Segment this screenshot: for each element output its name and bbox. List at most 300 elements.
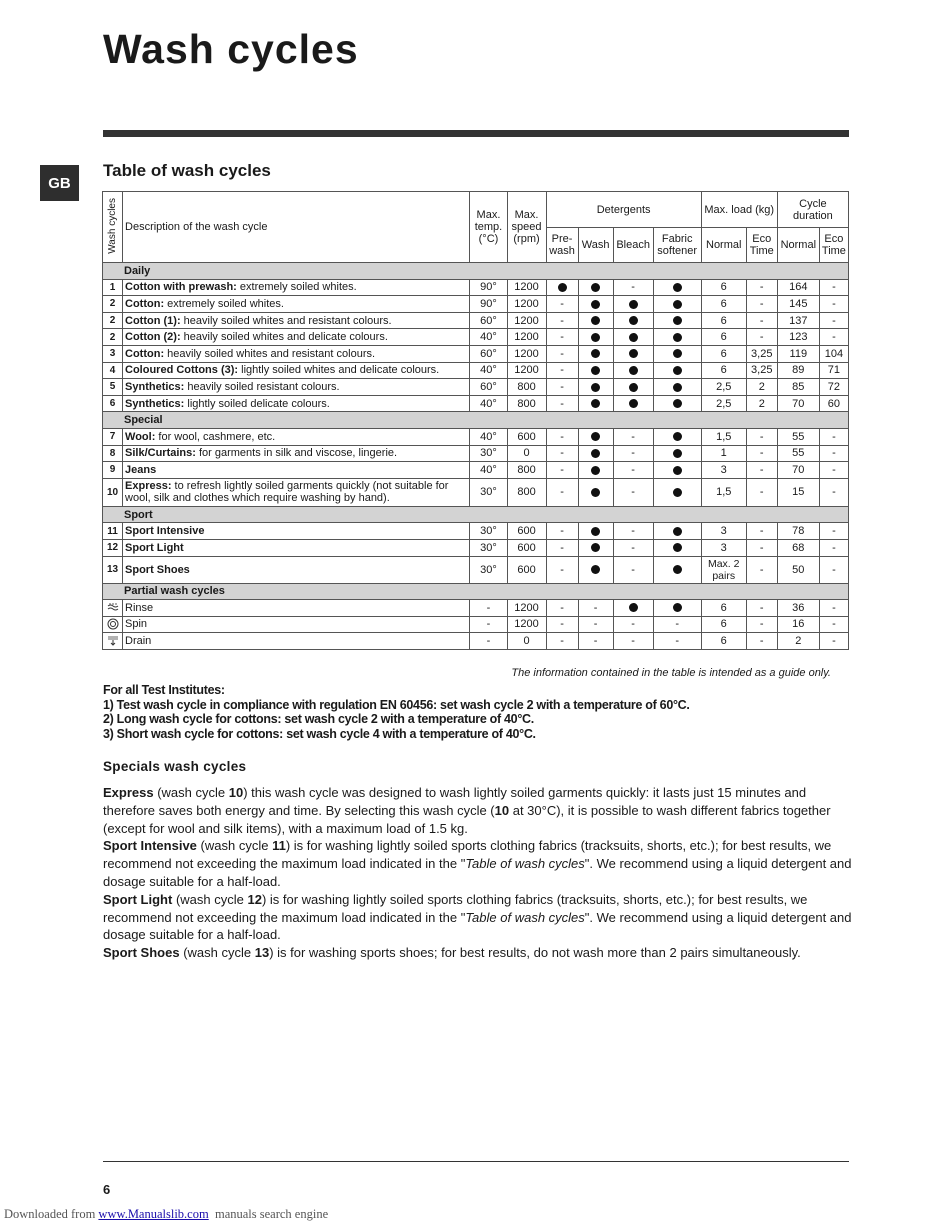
table-row — [103, 556, 849, 583]
cycle-number — [103, 600, 123, 617]
cycle-description — [123, 329, 470, 346]
cell-prewash: - — [546, 379, 578, 396]
dot-indicator — [591, 300, 600, 309]
cell-load-eco: - — [746, 428, 777, 445]
cell-duration-normal: 70 — [777, 395, 819, 412]
cell-load-normal: 6 — [701, 279, 746, 296]
cell-duration-normal: 2 — [777, 633, 819, 650]
cycle-name: Cotton: — [125, 347, 165, 360]
cycle-description — [123, 600, 470, 617]
cycle-number: 2 — [103, 312, 123, 329]
cycle-name: Cotton with prewash: — [125, 281, 237, 294]
cell-max-speed: 0 — [507, 445, 546, 462]
cycle-detail: heavily soiled resistant colours. — [184, 380, 340, 393]
cell-fabric-softener — [653, 600, 701, 617]
cell-prewash: - — [546, 428, 578, 445]
cycle-number: 5 — [103, 379, 123, 396]
cell-bleach — [613, 395, 653, 412]
cell-fabric-softener — [653, 428, 701, 445]
cycle-name: Cotton (2): — [125, 331, 181, 344]
cell-wash — [578, 395, 613, 412]
cell-fabric-softener — [653, 462, 701, 479]
dot-indicator — [673, 449, 682, 458]
cell-duration-normal: 119 — [777, 345, 819, 362]
cell-max-speed: 1200 — [507, 600, 546, 617]
cell-wash — [578, 478, 613, 506]
cell-duration-normal: 145 — [777, 296, 819, 313]
cell-duration-eco: - — [819, 523, 848, 540]
cell-max-temp: 30° — [470, 539, 507, 556]
cell-load-eco: - — [746, 329, 777, 346]
header-bleach: Bleach — [613, 228, 653, 263]
cell-load-normal: 2,5 — [701, 395, 746, 412]
cell-wash — [578, 462, 613, 479]
dot-indicator — [591, 432, 600, 441]
cell-bleach: - — [613, 462, 653, 479]
cell-bleach: - — [613, 633, 653, 650]
cell-load-normal: 1,5 — [701, 428, 746, 445]
cycle-detail: lightly soiled delicate colours. — [184, 397, 330, 410]
cell-duration-normal: 85 — [777, 379, 819, 396]
header-fabric-softener: Fabric softener — [653, 228, 701, 263]
table-row — [103, 462, 849, 479]
cell-max-temp: 30° — [470, 445, 507, 462]
table-row — [103, 428, 849, 445]
cell-max-speed: 1200 — [507, 312, 546, 329]
cycle-number: 1 — [103, 279, 123, 296]
cell-duration-normal: 70 — [777, 462, 819, 479]
header-duration-eco: Eco Time — [819, 228, 848, 263]
table-row — [103, 445, 849, 462]
cell-max-temp: 40° — [470, 428, 507, 445]
cell-max-speed: 800 — [507, 395, 546, 412]
cell-duration-eco: - — [819, 279, 848, 296]
dot-indicator — [591, 466, 600, 475]
cell-max-speed: 600 — [507, 539, 546, 556]
cycle-description — [123, 523, 470, 540]
cell-load-eco: - — [746, 633, 777, 650]
cycle-detail: extremely soiled whites. — [236, 281, 357, 294]
cell-load-normal: 6 — [701, 329, 746, 346]
sport-shoes-paragraph: Sport Shoes (wash cycle 13) is for washing sports shoes; for best results, do not wash more than 2 pairs simultaneously. — [103, 945, 801, 961]
cell-load-eco: - — [746, 539, 777, 556]
dot-indicator — [673, 383, 682, 392]
table-row — [103, 345, 849, 362]
group-label: Partial wash cycles — [103, 583, 849, 600]
dot-indicator — [673, 432, 682, 441]
cycle-number: 4 — [103, 362, 123, 379]
cycle-description — [123, 556, 470, 583]
cycle-name: Express: — [125, 480, 172, 493]
cell-bleach: - — [613, 616, 653, 633]
dot-indicator — [591, 488, 600, 497]
cell-prewash: - — [546, 616, 578, 633]
cell-bleach — [613, 345, 653, 362]
sport-light-paragraph: Sport Light (wash cycle 12) is for washing lightly soiled sports clothing fabrics (tracksuits, shorts, etc.); for best results, we recommend not exceeding the maximum load indicated in the "Table of wash cycles". We recommend using a liquid detergent and dosage suitable for a half-load. — [103, 891, 852, 943]
cell-bleach — [613, 379, 653, 396]
cycle-description — [123, 379, 470, 396]
cycle-number: 10 — [103, 478, 123, 506]
group-row — [103, 263, 849, 280]
cell-fabric-softener — [653, 345, 701, 362]
cell-load-eco: - — [746, 556, 777, 583]
download-credit: Downloaded from www.Manualslib.com manuals search engine — [4, 1207, 329, 1221]
cell-prewash: - — [546, 462, 578, 479]
dot-indicator — [629, 399, 638, 408]
cell-duration-eco: - — [819, 600, 848, 617]
dot-indicator — [629, 349, 638, 358]
cell-fabric-softener — [653, 395, 701, 412]
cell-wash — [578, 329, 613, 346]
table-row — [103, 312, 849, 329]
cycle-detail: heavily soiled whites and resistant colours. — [164, 347, 376, 360]
header-detergents: Detergents — [546, 192, 701, 228]
cell-load-eco: - — [746, 616, 777, 633]
cell-fabric-softener — [653, 556, 701, 583]
cell-load-normal: 6 — [701, 345, 746, 362]
cell-duration-normal: 68 — [777, 539, 819, 556]
cycle-name: Cotton: — [125, 297, 165, 310]
cell-duration-normal: 50 — [777, 556, 819, 583]
dot-indicator — [591, 527, 600, 536]
cell-duration-eco: - — [819, 616, 848, 633]
cell-wash — [578, 556, 613, 583]
cell-duration-normal: 123 — [777, 329, 819, 346]
cell-prewash: - — [546, 523, 578, 540]
cell-fabric-softener — [653, 478, 701, 506]
cell-prewash: - — [546, 556, 578, 583]
cell-max-temp: 60° — [470, 312, 507, 329]
cycle-name: Jeans — [125, 463, 157, 476]
cell-duration-normal: 137 — [777, 312, 819, 329]
table-row — [103, 362, 849, 379]
dot-indicator — [673, 349, 682, 358]
cycle-description — [123, 539, 470, 556]
dot-indicator — [673, 333, 682, 342]
group-row — [103, 412, 849, 429]
cycle-detail: for garments in silk and viscose, lingerie. — [195, 447, 398, 460]
dot-indicator — [591, 399, 600, 408]
cell-max-speed: 1200 — [507, 279, 546, 296]
cell-bleach: - — [613, 556, 653, 583]
cell-load-eco: - — [746, 279, 777, 296]
cell-fabric-softener — [653, 445, 701, 462]
cell-max-speed: 0 — [507, 633, 546, 650]
cell-load-eco: - — [746, 296, 777, 313]
cell-load-normal: 3 — [701, 523, 746, 540]
language-tab: GB — [40, 165, 79, 201]
cell-duration-eco: - — [819, 312, 848, 329]
cycle-number: 13 — [103, 556, 123, 583]
cell-load-eco: 3,25 — [746, 362, 777, 379]
institutes-item-1: 1) Test wash cycle in compliance with regulation EN 60456: set wash cycle 2 with a temperature of 60°C. — [103, 697, 690, 712]
cell-max-speed: 600 — [507, 556, 546, 583]
cell-fabric-softener: - — [653, 633, 701, 650]
group-row — [103, 506, 849, 523]
cell-duration-eco: 60 — [819, 395, 848, 412]
cycle-number: 3 — [103, 345, 123, 362]
express-paragraph: Express (wash cycle 10) this wash cycle was designed to wash lightly soiled garments quickly: it lasts just 15 minutes and therefore saves both energy and time. By selecting this wash cycle (10 at 30°C), it is possible to wash different fabrics together (except for wool and silk items), with a maximum load of 1.5 kg. — [103, 785, 831, 836]
cycle-number: 11 — [103, 523, 123, 540]
dot-indicator — [673, 366, 682, 375]
rinse-icon — [107, 602, 119, 614]
cycle-name: Coloured Cottons (3): — [125, 364, 239, 377]
dot-indicator — [673, 283, 682, 292]
cell-bleach — [613, 362, 653, 379]
cell-load-eco: 3,25 — [746, 345, 777, 362]
cell-fabric-softener — [653, 362, 701, 379]
cell-load-normal: 1,5 — [701, 478, 746, 506]
cell-wash — [578, 296, 613, 313]
cell-bleach: - — [613, 478, 653, 506]
header-max-load: Max. load (kg) — [701, 192, 777, 228]
cell-bleach — [613, 329, 653, 346]
dot-indicator — [673, 565, 682, 574]
cell-load-eco: - — [746, 478, 777, 506]
cell-prewash: - — [546, 539, 578, 556]
cell-load-eco: - — [746, 600, 777, 617]
cell-prewash: - — [546, 329, 578, 346]
cell-prewash: - — [546, 362, 578, 379]
dot-indicator — [591, 543, 600, 552]
cycle-number — [103, 633, 123, 650]
cell-wash — [578, 539, 613, 556]
dot-indicator — [673, 466, 682, 475]
dot-indicator — [591, 349, 600, 358]
cycle-number: 2 — [103, 329, 123, 346]
table-row — [103, 329, 849, 346]
cell-duration-normal: 55 — [777, 428, 819, 445]
header-wash: Wash — [578, 228, 613, 263]
dot-indicator — [673, 488, 682, 497]
cell-load-eco: 2 — [746, 395, 777, 412]
table-body — [103, 263, 849, 650]
cell-max-temp: 40° — [470, 395, 507, 412]
table-row — [103, 478, 849, 506]
dot-indicator — [591, 449, 600, 458]
section-title: Table of wash cycles — [103, 161, 271, 180]
cell-duration-normal: 16 — [777, 616, 819, 633]
cycle-detail: to refresh lightly soiled garments quickly (not suitable for wool, silk and clothes which require washing by hand). — [125, 480, 449, 505]
cell-load-eco: - — [746, 312, 777, 329]
cell-duration-eco: - — [819, 428, 848, 445]
cycle-number — [103, 616, 123, 633]
cell-load-normal: 6 — [701, 296, 746, 313]
dot-indicator — [629, 300, 638, 309]
cycle-description — [123, 633, 470, 650]
cycle-number: 9 — [103, 462, 123, 479]
dot-indicator — [673, 399, 682, 408]
cell-max-speed: 1200 — [507, 345, 546, 362]
cell-max-temp: - — [470, 633, 507, 650]
cell-duration-eco: - — [819, 329, 848, 346]
cell-duration-eco: - — [819, 445, 848, 462]
group-label: Daily — [103, 263, 849, 280]
table-row — [103, 279, 849, 296]
cell-load-normal: 1 — [701, 445, 746, 462]
cell-wash: - — [578, 616, 613, 633]
table-row — [103, 600, 849, 617]
spin-icon — [107, 618, 119, 630]
cell-bleach: - — [613, 279, 653, 296]
cell-wash — [578, 362, 613, 379]
cell-max-speed: 1200 — [507, 329, 546, 346]
title-rule — [103, 130, 849, 137]
table-row — [103, 395, 849, 412]
cycle-detail: Drain — [125, 635, 152, 648]
cycle-detail: Rinse — [125, 601, 154, 614]
cell-fabric-softener: - — [653, 616, 701, 633]
dot-indicator — [673, 603, 682, 612]
specials-text — [103, 784, 853, 962]
cell-duration-eco: 72 — [819, 379, 848, 396]
cycle-detail: Spin — [125, 618, 148, 631]
cell-load-normal: 6 — [701, 362, 746, 379]
manualslib-link[interactable]: www.Manualslib.com — [98, 1207, 209, 1221]
header-load-normal: Normal — [701, 228, 746, 263]
cycle-number: 6 — [103, 395, 123, 412]
cell-fabric-softener — [653, 296, 701, 313]
cycle-description — [123, 462, 470, 479]
cell-duration-eco: - — [819, 539, 848, 556]
cycle-name: Synthetics: — [125, 397, 185, 410]
cell-load-eco: - — [746, 523, 777, 540]
cell-load-normal: 6 — [701, 600, 746, 617]
dot-indicator — [673, 543, 682, 552]
cell-wash: - — [578, 600, 613, 617]
table-row — [103, 379, 849, 396]
table-row — [103, 616, 849, 633]
cell-fabric-softener — [653, 523, 701, 540]
cell-load-normal: 6 — [701, 312, 746, 329]
cell-duration-normal: 164 — [777, 279, 819, 296]
group-row — [103, 583, 849, 600]
header-max-temp: Max. temp. (°C) — [470, 192, 507, 263]
cell-wash — [578, 345, 613, 362]
cell-max-speed: 600 — [507, 523, 546, 540]
cycle-name: Cotton (1): — [125, 314, 181, 327]
cell-prewash: - — [546, 296, 578, 313]
cell-bleach: - — [613, 539, 653, 556]
dot-indicator — [629, 333, 638, 342]
dot-indicator — [673, 316, 682, 325]
cell-duration-eco: - — [819, 478, 848, 506]
header-duration-normal: Normal — [777, 228, 819, 263]
cell-max-temp: 40° — [470, 462, 507, 479]
cell-duration-eco: - — [819, 462, 848, 479]
cell-load-eco: - — [746, 445, 777, 462]
cell-max-temp: 60° — [470, 345, 507, 362]
cell-wash — [578, 523, 613, 540]
cell-fabric-softener — [653, 539, 701, 556]
cycle-name: Sport Light — [125, 541, 184, 554]
dot-indicator — [629, 366, 638, 375]
cell-max-temp: 60° — [470, 379, 507, 396]
cell-prewash — [546, 279, 578, 296]
cycle-description — [123, 279, 470, 296]
cell-max-temp: 40° — [470, 362, 507, 379]
dot-indicator — [591, 316, 600, 325]
cell-fabric-softener — [653, 329, 701, 346]
cell-load-normal: 3 — [701, 462, 746, 479]
cycle-description — [123, 445, 470, 462]
cycle-number: 8 — [103, 445, 123, 462]
table-row — [103, 523, 849, 540]
cell-fabric-softener — [653, 279, 701, 296]
cell-max-temp: 30° — [470, 478, 507, 506]
header-description: Description of the wash cycle — [123, 192, 470, 263]
dot-indicator — [673, 300, 682, 309]
group-label: Sport — [103, 506, 849, 523]
cycle-name: Synthetics: — [125, 380, 185, 393]
cycle-number: 12 — [103, 539, 123, 556]
cell-max-temp: - — [470, 616, 507, 633]
cell-load-normal: 6 — [701, 633, 746, 650]
cell-max-temp: - — [470, 600, 507, 617]
cell-max-speed: 800 — [507, 462, 546, 479]
cycle-description — [123, 312, 470, 329]
cell-max-speed: 1200 — [507, 616, 546, 633]
cycle-description — [123, 362, 470, 379]
cell-max-speed: 800 — [507, 478, 546, 506]
cell-wash — [578, 312, 613, 329]
dot-indicator — [591, 333, 600, 342]
cell-load-normal: 2,5 — [701, 379, 746, 396]
institutes-item-2: 2) Long wash cycle for cottons: set wash cycle 2 with a temperature of 40°C. — [103, 712, 534, 726]
cell-bleach: - — [613, 445, 653, 462]
dot-indicator — [591, 565, 600, 574]
cycle-number: 7 — [103, 428, 123, 445]
cell-max-speed: 800 — [507, 379, 546, 396]
cell-duration-normal: 55 — [777, 445, 819, 462]
cell-max-speed: 1200 — [507, 296, 546, 313]
cycle-description — [123, 616, 470, 633]
cell-bleach — [613, 296, 653, 313]
group-label: Special — [103, 412, 849, 429]
cell-max-speed: 1200 — [507, 362, 546, 379]
cell-max-temp: 30° — [470, 556, 507, 583]
dot-indicator — [591, 383, 600, 392]
cell-bleach — [613, 312, 653, 329]
specials-title: Specials wash cycles — [103, 759, 247, 774]
cycle-name: Sport Intensive — [125, 525, 205, 538]
drain-icon — [107, 635, 119, 647]
cycle-name: Wool: — [125, 430, 156, 443]
cell-bleach: - — [613, 428, 653, 445]
cell-bleach — [613, 600, 653, 617]
table-row — [103, 539, 849, 556]
institutes-item-3: 3) Short wash cycle for cottons: set wash cycle 4 with a temperature of 40°C. — [103, 726, 536, 741]
guide-note: The information contained in the table is intended as a guide only. — [511, 667, 831, 679]
cell-fabric-softener — [653, 379, 701, 396]
page-number: 6 — [103, 1182, 111, 1197]
cell-duration-eco: - — [819, 556, 848, 583]
header-wash-cycles: Wash cycles — [103, 192, 123, 263]
cycle-description — [123, 296, 470, 313]
cycle-name: Silk/Curtains: — [125, 447, 196, 460]
page-title: Wash cycles — [103, 26, 359, 72]
cycle-name: Sport Shoes — [125, 563, 190, 576]
cell-prewash: - — [546, 633, 578, 650]
sport-intensive-paragraph: Sport Intensive (wash cycle 11) is for washing lightly soiled sports clothing fabrics (tracksuits, shorts, etc.); for best results, we recommend not exceeding the maximum load indicated in the "Table of wash cycles". We recommend using a liquid detergent and dosage suitable for a half-load. — [103, 838, 852, 889]
header-load-eco: Eco Time — [746, 228, 777, 263]
table-row — [103, 296, 849, 313]
header-prewash: Pre-wash — [546, 228, 578, 263]
cycle-detail: for wool, cashmere, etc. — [155, 430, 276, 443]
cell-load-eco: 2 — [746, 379, 777, 396]
cycle-description — [123, 428, 470, 445]
dot-indicator — [629, 383, 638, 392]
